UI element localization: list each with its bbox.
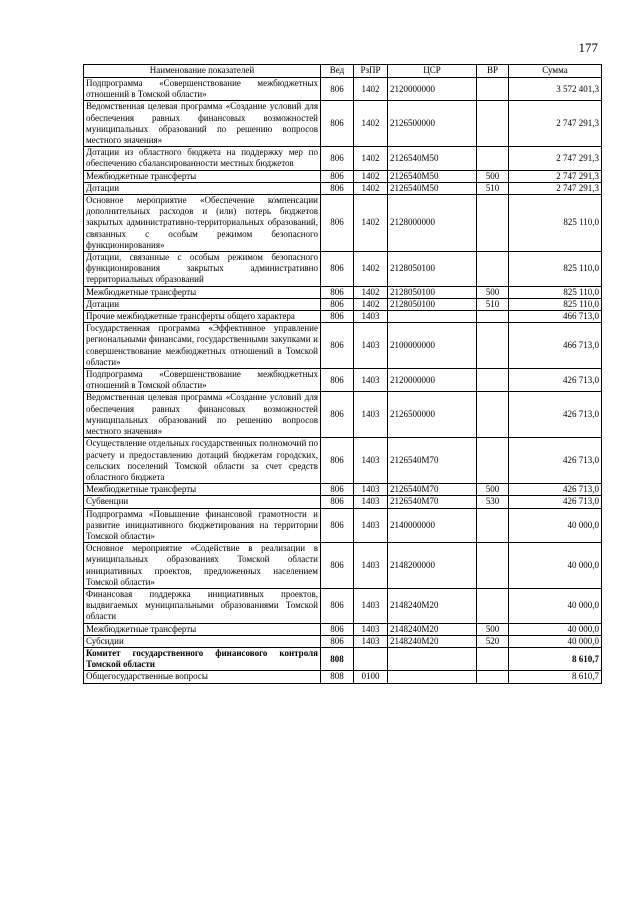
row-ved-cell: 806 bbox=[321, 369, 354, 392]
row-ved-cell: 806 bbox=[321, 323, 354, 369]
row-vr-cell bbox=[477, 195, 509, 252]
row-ved-cell: 806 bbox=[321, 298, 354, 310]
row-name-cell: Межбюджетные трансферты bbox=[84, 484, 321, 496]
table-row bbox=[84, 671, 602, 683]
table-row bbox=[84, 392, 602, 438]
row-csr-cell: 2128050100 bbox=[388, 252, 477, 287]
row-rzpr-cell: 1402 bbox=[354, 252, 388, 287]
row-ved-cell: 806 bbox=[321, 147, 354, 170]
row-csr-cell: 2126540М70 bbox=[388, 496, 477, 508]
row-ved-cell: 806 bbox=[321, 392, 354, 438]
row-vr-cell bbox=[477, 101, 509, 147]
row-rzpr-cell: 1402 bbox=[354, 101, 388, 147]
row-name-cell: Субвенции bbox=[84, 496, 321, 508]
table-header-row bbox=[84, 65, 602, 78]
table-body bbox=[84, 78, 602, 684]
row-name-cell: Межбюджетные трансферты bbox=[84, 623, 321, 635]
row-vr-cell: 520 bbox=[477, 635, 509, 647]
row-rzpr-cell: 1403 bbox=[354, 311, 388, 323]
row-name-cell: Субсидии bbox=[84, 635, 321, 647]
row-name-cell: Дотации, связанные с особым режимом безопасного функционирования закрытых административно территориальных образований bbox=[84, 252, 321, 287]
row-name-cell: Дотации bbox=[84, 182, 321, 194]
column-header-rzpr: РзПР bbox=[354, 65, 388, 78]
row-sum-cell: 40 000,0 bbox=[509, 508, 602, 543]
row-name-cell: Ведомственная целевая программа «Создание условий для обеспечения равных финансовых возможностей муниципальных образований по решению вопросов местного значения» bbox=[84, 392, 321, 438]
row-rzpr-cell: 1403 bbox=[354, 508, 388, 543]
row-sum-cell: 426 713,0 bbox=[509, 484, 602, 496]
row-rzpr-cell: 1402 bbox=[354, 195, 388, 252]
row-name-cell: Основное мероприятие «Содействие в реализации в муниципальных образованиях Томской области инициативных проектов, предложенных населением Томской области» bbox=[84, 543, 321, 589]
row-vr-cell: 500 bbox=[477, 170, 509, 182]
row-vr-cell bbox=[477, 671, 509, 683]
row-ved-cell: 806 bbox=[321, 252, 354, 287]
row-csr-cell: 2148240М20 bbox=[388, 588, 477, 623]
row-vr-cell: 510 bbox=[477, 298, 509, 310]
row-sum-cell: 466 713,0 bbox=[509, 311, 602, 323]
row-sum-cell: 426 713,0 bbox=[509, 369, 602, 392]
row-name-cell: Ведомственная целевая программа «Создание условий для обеспечения равных финансовых возможностей муниципальных образований по решению вопросов местного значения» bbox=[84, 101, 321, 147]
row-vr-cell bbox=[477, 392, 509, 438]
row-name-cell: Осуществление отдельных государственных полномочий по расчету и предоставлению дотаций бюджетам городских, сельских поселений Томской области за счет средств областного бюджета bbox=[84, 438, 321, 484]
row-csr-cell: 2126540М70 bbox=[388, 484, 477, 496]
row-vr-cell bbox=[477, 508, 509, 543]
row-ved-cell: 806 bbox=[321, 588, 354, 623]
row-csr-cell: 2126540М50 bbox=[388, 147, 477, 170]
row-sum-cell: 3 572 401,3 bbox=[509, 78, 602, 101]
column-header-ved: Вед bbox=[321, 65, 354, 78]
row-csr-cell: 2126540М70 bbox=[388, 438, 477, 484]
row-name-cell: Прочие межбюджетные трансферты общего характера bbox=[84, 311, 321, 323]
row-ved-cell: 806 bbox=[321, 635, 354, 647]
row-sum-cell: 2 747 291,3 bbox=[509, 170, 602, 182]
table-row bbox=[84, 635, 602, 647]
row-name-cell: Дотации из областного бюджета на поддержку мер по обеспечению сбалансированности местных бюджетов bbox=[84, 147, 321, 170]
row-sum-cell: 2 747 291,3 bbox=[509, 182, 602, 194]
row-csr-cell: 2126500000 bbox=[388, 392, 477, 438]
row-rzpr-cell: 1402 bbox=[354, 170, 388, 182]
row-csr-cell: 2148240М20 bbox=[388, 635, 477, 647]
row-rzpr-cell: 1402 bbox=[354, 286, 388, 298]
table-row bbox=[84, 484, 602, 496]
row-rzpr-cell: 1403 bbox=[354, 323, 388, 369]
row-vr-cell bbox=[477, 588, 509, 623]
row-ved-cell: 806 bbox=[321, 170, 354, 182]
table-row bbox=[84, 170, 602, 182]
table-row bbox=[84, 286, 602, 298]
table-row bbox=[84, 623, 602, 635]
budget-table bbox=[83, 64, 602, 684]
row-ved-cell: 806 bbox=[321, 182, 354, 194]
row-csr-cell bbox=[388, 311, 477, 323]
row-name-cell: Подпрограмма «Совершенствование межбюджетных отношений в Томской области» bbox=[84, 369, 321, 392]
row-name-cell: Подпрограмма «Повышение финансовой грамотности и развитие инициативного бюджетирования на территории Томской области» bbox=[84, 508, 321, 543]
row-vr-cell bbox=[477, 543, 509, 589]
row-csr-cell: 2120000000 bbox=[388, 369, 477, 392]
row-vr-cell: 500 bbox=[477, 286, 509, 298]
table-row bbox=[84, 438, 602, 484]
row-sum-cell: 40 000,0 bbox=[509, 588, 602, 623]
row-ved-cell: 808 bbox=[321, 647, 354, 670]
table-row bbox=[84, 78, 602, 101]
row-ved-cell: 806 bbox=[321, 311, 354, 323]
row-sum-cell: 825 110,0 bbox=[509, 252, 602, 287]
row-rzpr-cell: 1403 bbox=[354, 635, 388, 647]
row-rzpr-cell: 1403 bbox=[354, 588, 388, 623]
row-csr-cell: 2128050100 bbox=[388, 286, 477, 298]
row-rzpr-cell: 1403 bbox=[354, 369, 388, 392]
row-vr-cell bbox=[477, 369, 509, 392]
row-ved-cell: 806 bbox=[321, 543, 354, 589]
row-ved-cell: 806 bbox=[321, 78, 354, 101]
column-header-vr: ВР bbox=[477, 65, 509, 78]
row-rzpr-cell: 1402 bbox=[354, 298, 388, 310]
row-vr-cell bbox=[477, 323, 509, 369]
row-csr-cell: 2120000000 bbox=[388, 78, 477, 101]
table-row bbox=[84, 369, 602, 392]
table-row bbox=[84, 508, 602, 543]
row-rzpr-cell: 1403 bbox=[354, 484, 388, 496]
row-csr-cell: 2126540М50 bbox=[388, 182, 477, 194]
row-rzpr-cell: 1403 bbox=[354, 543, 388, 589]
table-row bbox=[84, 647, 602, 670]
row-ved-cell: 808 bbox=[321, 671, 354, 683]
column-header-csr: ЦСР bbox=[388, 65, 477, 78]
row-sum-cell: 426 713,0 bbox=[509, 438, 602, 484]
row-rzpr-cell: 1403 bbox=[354, 623, 388, 635]
row-sum-cell: 825 110,0 bbox=[509, 298, 602, 310]
row-csr-cell: 2100000000 bbox=[388, 323, 477, 369]
row-name-cell: Межбюджетные трансферты bbox=[84, 170, 321, 182]
table-row bbox=[84, 323, 602, 369]
row-name-cell: Подпрограмма «Совершенствование межбюджетных отношений в Томской области» bbox=[84, 78, 321, 101]
row-rzpr-cell bbox=[354, 647, 388, 670]
row-rzpr-cell: 1402 bbox=[354, 78, 388, 101]
row-ved-cell: 806 bbox=[321, 508, 354, 543]
row-sum-cell: 40 000,0 bbox=[509, 543, 602, 589]
row-csr-cell: 2126540М50 bbox=[388, 170, 477, 182]
row-vr-cell: 500 bbox=[477, 484, 509, 496]
row-sum-cell: 40 000,0 bbox=[509, 623, 602, 635]
row-vr-cell bbox=[477, 252, 509, 287]
row-csr-cell bbox=[388, 647, 477, 670]
row-rzpr-cell: 1402 bbox=[354, 147, 388, 170]
row-name-cell: Комитет государственного финансового контроля Томской области bbox=[84, 647, 321, 670]
row-vr-cell bbox=[477, 78, 509, 101]
table-row bbox=[84, 311, 602, 323]
row-ved-cell: 806 bbox=[321, 101, 354, 147]
table-row bbox=[84, 543, 602, 589]
row-vr-cell bbox=[477, 147, 509, 170]
row-csr-cell: 2148240М20 bbox=[388, 623, 477, 635]
row-csr-cell: 2126500000 bbox=[388, 101, 477, 147]
column-header-sum: Сумма bbox=[509, 65, 602, 78]
row-vr-cell: 530 bbox=[477, 496, 509, 508]
page-number: 177 bbox=[578, 40, 598, 55]
row-csr-cell: 2148200000 bbox=[388, 543, 477, 589]
row-ved-cell: 806 bbox=[321, 484, 354, 496]
row-sum-cell: 8 610,7 bbox=[509, 671, 602, 683]
row-name-cell: Общегосударственные вопросы bbox=[84, 671, 321, 683]
table-row bbox=[84, 252, 602, 287]
column-header-name: Наименование показателей bbox=[84, 65, 321, 78]
table-row bbox=[84, 147, 602, 170]
row-vr-cell bbox=[477, 311, 509, 323]
row-sum-cell: 2 747 291,3 bbox=[509, 147, 602, 170]
row-sum-cell: 466 713,0 bbox=[509, 323, 602, 369]
row-sum-cell: 40 000,0 bbox=[509, 635, 602, 647]
row-sum-cell: 426 713,0 bbox=[509, 496, 602, 508]
row-ved-cell: 806 bbox=[321, 286, 354, 298]
row-name-cell: Основное мероприятие «Обеспечение компенсации дополнительных расходов и (или) потерь бюджетов закрытых административно-территориальных образований, связанных с особым режимом безопасного функционирования» bbox=[84, 195, 321, 252]
row-ved-cell: 806 bbox=[321, 438, 354, 484]
row-name-cell: Финансовая поддержка инициативных проектов, выдвигаемых муниципальными образованиями Томской области bbox=[84, 588, 321, 623]
row-sum-cell: 426 713,0 bbox=[509, 392, 602, 438]
row-csr-cell: 2128000000 bbox=[388, 195, 477, 252]
row-rzpr-cell: 0100 bbox=[354, 671, 388, 683]
row-csr-cell: 2128050100 bbox=[388, 298, 477, 310]
row-csr-cell: 2140000000 bbox=[388, 508, 477, 543]
row-sum-cell: 2 747 291,3 bbox=[509, 101, 602, 147]
row-name-cell: Межбюджетные трансферты bbox=[84, 286, 321, 298]
row-sum-cell: 825 110,0 bbox=[509, 195, 602, 252]
row-vr-cell bbox=[477, 438, 509, 484]
table-row bbox=[84, 182, 602, 194]
row-sum-cell: 825 110,0 bbox=[509, 286, 602, 298]
row-vr-cell: 510 bbox=[477, 182, 509, 194]
table-row bbox=[84, 496, 602, 508]
row-rzpr-cell: 1403 bbox=[354, 496, 388, 508]
table-row bbox=[84, 101, 602, 147]
row-ved-cell: 806 bbox=[321, 623, 354, 635]
row-vr-cell bbox=[477, 647, 509, 670]
row-rzpr-cell: 1403 bbox=[354, 438, 388, 484]
table-row bbox=[84, 588, 602, 623]
row-name-cell: Дотации bbox=[84, 298, 321, 310]
row-ved-cell: 806 bbox=[321, 496, 354, 508]
row-sum-cell: 8 610,7 bbox=[509, 647, 602, 670]
row-rzpr-cell: 1403 bbox=[354, 392, 388, 438]
row-ved-cell: 806 bbox=[321, 195, 354, 252]
row-csr-cell bbox=[388, 671, 477, 683]
row-rzpr-cell: 1402 bbox=[354, 182, 388, 194]
table-row bbox=[84, 298, 602, 310]
row-name-cell: Государственная программа «Эффективное управление региональными финансами, государственными закупками и совершенствование межбюджетных отношений в Томской области» bbox=[84, 323, 321, 369]
table-row bbox=[84, 195, 602, 252]
row-vr-cell: 500 bbox=[477, 623, 509, 635]
